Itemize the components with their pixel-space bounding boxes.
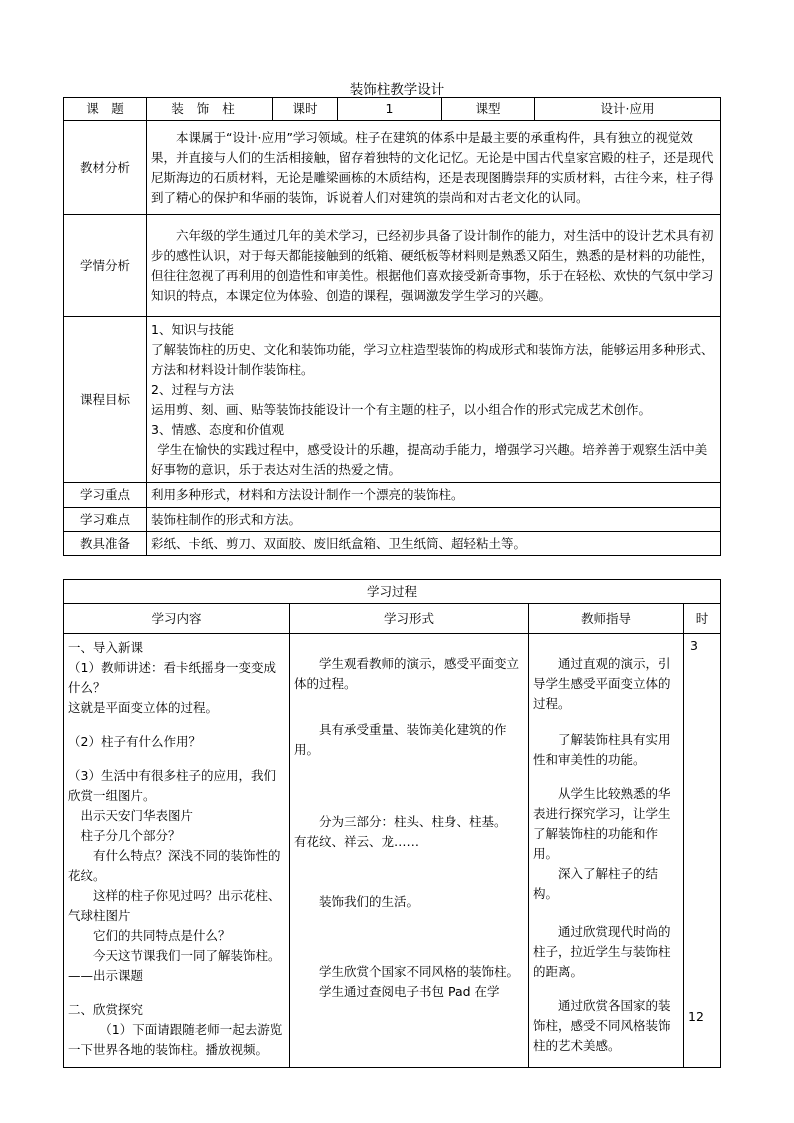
content-line: 柱子分几个部分？	[80, 828, 181, 843]
content-line: （3）生活中有很多柱子的应用，我们欣赏一组图片。	[68, 768, 276, 803]
goal-heading-2: 2、过程与方法	[151, 381, 234, 397]
goal-text-2: 运用剪、刻、画、贴等装饰技能设计一个有主题的柱子，以小组合作的形式完成艺术创作。	[151, 401, 652, 417]
students-label: 学情分析	[64, 215, 147, 317]
col-guide-header: 教师指导	[529, 604, 684, 634]
guide-line: 通过欣赏各国家的装饰柱，感受不同风格装饰柱的艺术美感。	[533, 998, 671, 1053]
content-cell	[64, 634, 290, 1068]
key-point-label: 学习重点	[64, 483, 147, 508]
content-line: 这就是平面变立体的过程。	[68, 700, 219, 715]
form-line: 装饰我们的生活。	[319, 894, 420, 909]
content-line: 有什么特点？深浅不同的装饰性的花纹。	[68, 848, 281, 883]
tools-text: 彩纸、卡纸、剪刀、双面胶、废旧纸盒箱、卫生纸筒、超轻粘土等。	[147, 532, 721, 556]
course-value: 装饰柱	[147, 98, 273, 121]
difficulty-label: 学习难点	[64, 508, 147, 532]
content-line: （1）教师讲述：看卡纸摇身一变变成什么？	[68, 660, 276, 695]
learning-process-table	[63, 579, 721, 1068]
form-line: 学生观看教师的演示，感受平面变立体的过程。	[294, 656, 520, 691]
hours-value: 1	[338, 98, 442, 121]
course-label: 课 题	[64, 98, 147, 121]
col-time-header: 时	[684, 604, 721, 634]
process-body-row	[64, 634, 721, 1068]
content-line: 今天这节课我们一同了解装饰柱。	[93, 948, 281, 963]
content-line: 出示天安门华表图片	[80, 808, 194, 823]
col-content-header: 学习内容	[64, 604, 290, 634]
material-row	[64, 121, 721, 215]
form-line: 学生欣赏个国家不同风格的装饰柱。	[319, 964, 520, 979]
time-value: 3	[690, 638, 698, 653]
guide-line: 通过欣赏现代时尚的柱子，拉近学生与装饰柱的距离。	[533, 924, 671, 979]
content-line: （2）柱子有什么作用？	[68, 734, 201, 749]
content-line: 一、导入新课	[68, 640, 144, 655]
form-line: 有花纹、祥云、龙……	[294, 834, 420, 849]
process-header-row	[64, 604, 721, 634]
goal-text-1: 了解装饰柱的历史、文化和装饰功能，学习立柱造型装饰的构成形式和装饰方法，能够运用多种形式、方法和材料设计制作装饰柱。	[151, 341, 714, 377]
goal-heading-3: 3、情感、态度和价值观	[151, 421, 284, 437]
goal-heading-1: 1、知识与技能	[151, 321, 234, 337]
form-line: 分为三部分：柱头、柱身、柱基。	[319, 814, 507, 829]
content-line: （1）下面请跟随老师一起去游览一下世界各地的装饰柱。播放视频。	[68, 1022, 283, 1057]
material-text: 本课属于“设计·应用”学习领域。柱子在建筑的体系中是最主要的承重构件，具有独立的视觉效果，并直接与人们的生活相接触，留存着独特的文化记忆。无论是中国古代皇家宫殿的柱子，还是现代尼斯海边的石质材料，无论是雕梁画栋的木质结构，还是表现图腾崇拜的实质材料，古往今来，柱子得到了精心的保护和华丽的装饰，诉说着人们对建筑的崇尚和对古老文化的认同。	[151, 129, 714, 205]
goal-text-3: 学生在愉快的实践过程中，感受设计的乐趣，提高动手能力，增强学习兴趣。培养善于观察生活中美好事物的意识，乐于表达对生活的热爱之情。	[151, 441, 708, 477]
type-value: 设计·应用	[535, 98, 721, 121]
guide-line: 从学生比较熟悉的华表进行探究学习，让学生了解装饰柱的功能和作用。	[533, 786, 671, 861]
students-text: 六年级的学生通过几年的美术学习，已经初步具备了设计制作的能力，对生活中的设计艺术具有初步的感性认识，对于每天都能接触到的纸箱、硬纸板等材料则是熟悉又陌生，熟悉的是材料的功能性，但往往忽视了再利用的创造性和审美性。根据他们喜欢接受新奇事物，乐于在轻松、欢快的气氛中学习知识的特点，本课定位为体验、创造的课程，强调激发学生学习的兴趣。	[151, 227, 714, 303]
goals-cell	[147, 317, 721, 483]
difficulty-row	[64, 508, 721, 532]
process-title: 学习过程	[64, 580, 721, 604]
time-cell	[684, 634, 721, 1068]
form-cell	[290, 634, 529, 1068]
tools-label: 教具准备	[64, 532, 147, 556]
content-line: 二、欣赏探究	[68, 1002, 144, 1017]
type-label: 课型	[442, 98, 535, 121]
form-line: 具有承受重量、装饰美化建筑的作用。	[294, 722, 507, 757]
key-point-row	[64, 483, 721, 508]
guide-line: 深入了解柱子的结构。	[533, 866, 659, 901]
goals-label: 课程目标	[64, 317, 147, 483]
guide-cell	[529, 634, 684, 1068]
page-title: 装饰柱教学设计	[349, 82, 445, 98]
content-line: ——出示课题	[68, 968, 144, 983]
content-line: 这样的柱子你见过吗？出示花柱、气球柱图片	[68, 888, 281, 923]
students-row	[64, 215, 721, 317]
key-point-text: 利用多种形式，材料和方法设计制作一个漂亮的装饰柱。	[147, 483, 721, 508]
goals-row	[64, 317, 721, 483]
hours-label: 课时	[273, 98, 338, 121]
guide-line: 通过直观的演示，引导学生感受平面变立体的过程。	[533, 656, 671, 711]
header-row	[64, 98, 721, 121]
tools-row	[64, 532, 721, 556]
form-line: 学生通过查阅电子书包 Pad 在学	[319, 984, 500, 999]
col-form-header: 学习形式	[290, 604, 529, 634]
material-label: 教材分析	[64, 121, 147, 215]
time-value: 12	[688, 1009, 704, 1024]
content-line: 它们的共同特点是什么？	[93, 928, 231, 943]
guide-line: 了解装饰柱具有实用性和审美性的功能。	[533, 732, 671, 767]
lesson-info-table	[63, 97, 721, 556]
difficulty-text: 装饰柱制作的形式和方法。	[147, 508, 721, 532]
